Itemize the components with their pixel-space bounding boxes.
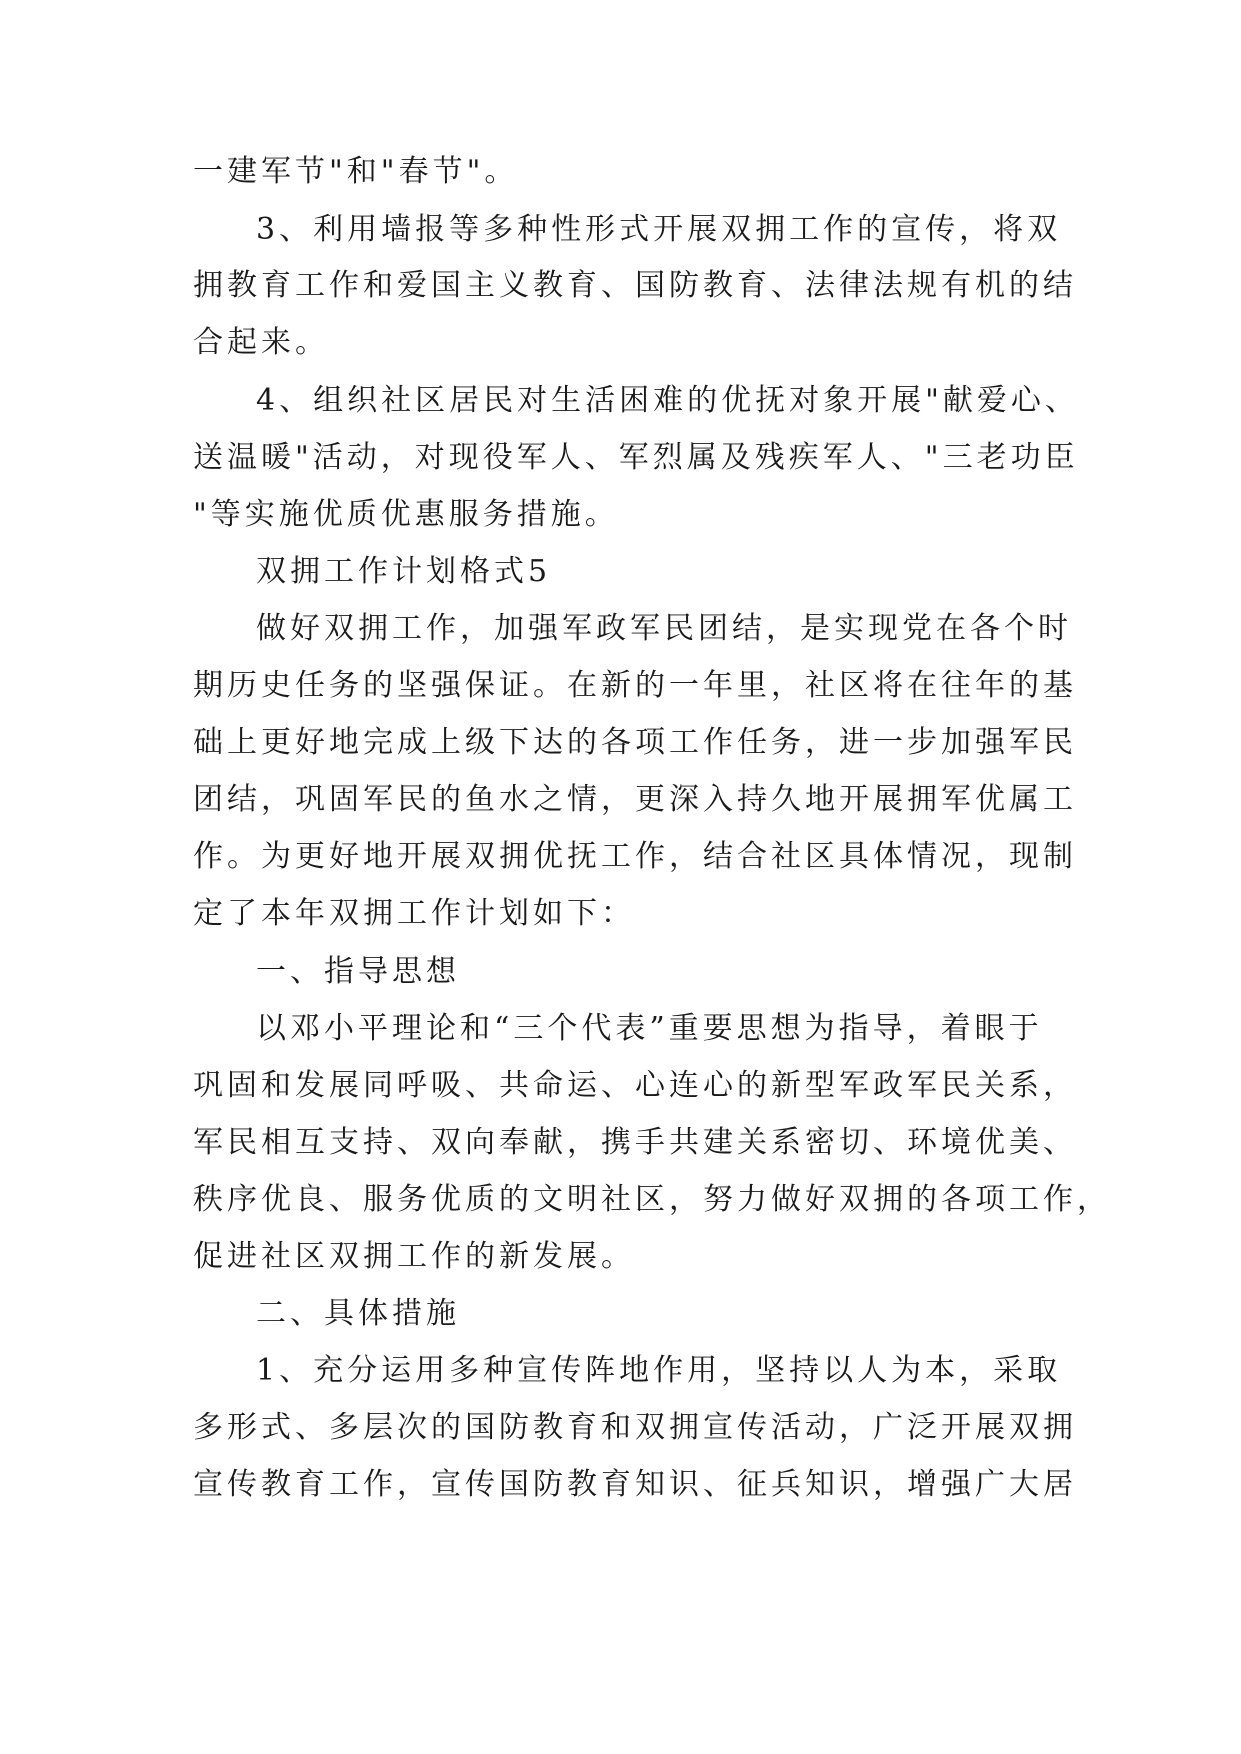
text-line: 1、充分运用多种宣传阵地作用，坚持以人为本，采取 xyxy=(256,1353,1062,1388)
text-line: 军民相互支持、双向奉献，携手共建关系密切、环境优美、 xyxy=(193,1125,1077,1160)
text-line: 期历史任务的坚强保证。在新的一年里，社区将在往年的基 xyxy=(193,668,1077,703)
text-line: 促进社区双拥工作的新发展。 xyxy=(193,1239,635,1274)
text-line: 3、利用墙报等多种性形式开展双拥工作的宣传，将双 xyxy=(256,212,1062,247)
text-line: 合起来。 xyxy=(193,325,329,360)
text-line: 4、组织社区居民对生活困难的优抚对象开展"献爱心、 xyxy=(256,383,1079,418)
text-line: 做好双拥工作，加强军政军民团结，是实现党在各个时 xyxy=(256,611,1072,646)
heading-guiding-ideology: 一、指导思想 xyxy=(256,954,460,989)
text-line: 秩序优良、服务优质的文明社区，努力做好双拥的各项工作， xyxy=(193,1182,1111,1217)
text-line: 巩固和发展同呼吸、共命运、心连心的新型军政军民关系， xyxy=(193,1068,1077,1103)
heading-specific-measures: 二、具体措施 xyxy=(256,1296,460,1331)
text-line: 以邓小平理论和“三个代表”重要思想为指导，着眼于 xyxy=(256,1011,1043,1046)
text-line: 送温暖"活动，对现役军人、军烈属及残疾军人、"三老功臣 xyxy=(193,440,1079,475)
text-line: 础上更好地完成上级下达的各项工作任务，进一步加强军民 xyxy=(193,725,1077,760)
text-line: "等实施优质优惠服务措施。 xyxy=(193,497,619,532)
text-line: 拥教育工作和爱国主义教育、国防教育、法律法规有机的结 xyxy=(193,268,1077,303)
text-line: 多形式、多层次的国防教育和双拥宣传活动，广泛开展双拥 xyxy=(193,1410,1077,1445)
text-line: 作。为更好地开展双拥优抚工作，结合社区具体情况，现制 xyxy=(193,839,1077,874)
text-line: 宣传教育工作，宣传国防教育知识、征兵知识，增强广大居 xyxy=(193,1467,1077,1502)
section-title: 双拥工作计划格式5 xyxy=(256,554,552,589)
text-line: 团结，巩固军民的鱼水之情，更深入持久地开展拥军优属工 xyxy=(193,782,1077,817)
text-line: 一建军节"和"春节"。 xyxy=(193,154,519,189)
text-line: 定了本年双拥工作计划如下： xyxy=(193,896,635,931)
